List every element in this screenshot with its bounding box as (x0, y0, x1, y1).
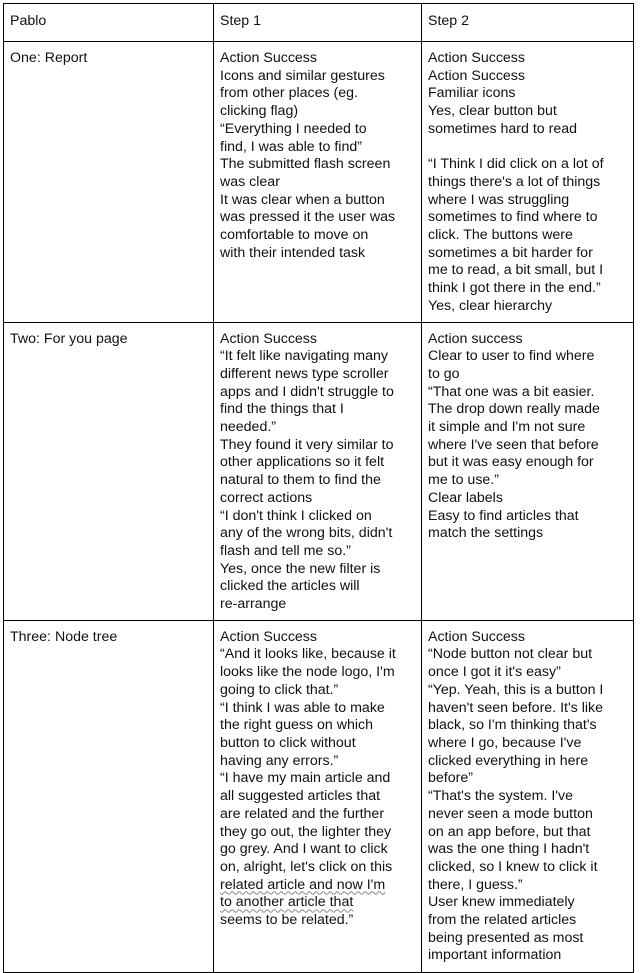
cell-line: where I was struggling (428, 191, 570, 208)
step-1-cell (214, 42, 422, 323)
cell-line: looks like the node logo, I'm (220, 664, 395, 681)
cell-line: “It felt like navigating many (220, 348, 388, 365)
cell-line: “Yep. Yeah, this is a button I (428, 681, 604, 698)
step-1-cell (214, 620, 422, 972)
cell-line: haven't seen before. It's like (428, 699, 603, 716)
cell-line: clicking flag) (220, 103, 299, 120)
cell-line: Action Success (428, 50, 525, 66)
cell-line: seems to be related.” (220, 912, 354, 929)
cell-line: match the settings (428, 525, 544, 542)
table-row-for-you-page (4, 322, 634, 620)
cell-line: click. The buttons were (428, 227, 573, 244)
cell-line: apps and I didn't struggle to (220, 383, 394, 400)
cell-line: “I Think I did click on a lot of (428, 156, 604, 173)
cell-line: Clear to user to find where (428, 348, 595, 365)
cell-line: comfortable to move on (220, 227, 369, 244)
cell-line: never seen a mode button (428, 805, 593, 822)
cell-line: Familiar icons (428, 85, 516, 102)
cell-line: any of the wrong bits, didn't (220, 525, 393, 542)
cell-line: once I got it it's easy” (428, 664, 561, 681)
cell-line: where I've seen that before (428, 436, 599, 453)
cell-line: are related and the further (220, 805, 385, 822)
usability-findings-table (3, 3, 634, 973)
cell-line: clicked, so I knew to click it (428, 858, 598, 875)
cell-line: Action Success (220, 50, 317, 66)
cell-line: was the one thing I hadn't (428, 841, 590, 858)
table-row-report (4, 42, 634, 323)
cell-line: where I go, because I've (428, 735, 582, 751)
cell-line: from other places (eg. (220, 85, 358, 102)
cell-line: Action Success (428, 628, 525, 645)
cell-line: “And it looks like, because it (220, 646, 396, 663)
cell-line: Action Success (428, 67, 525, 84)
step-2-cell (422, 620, 634, 972)
cell-line: “I think I was able to make (220, 699, 385, 716)
step-2-cell (422, 42, 634, 323)
cell-line: sometimes a bit harder for (428, 244, 593, 261)
table-row-node-tree (4, 620, 634, 972)
cell-line: find the things that I (220, 401, 344, 418)
header-row (4, 4, 634, 42)
row-label-cell: One: Report (4, 42, 214, 323)
cell-line: “I don't think I clicked on (220, 507, 372, 524)
header-cell-step-2: Step 2 (422, 4, 634, 42)
cell-line: Easy to find articles that (428, 507, 579, 524)
cell-line: other applications so it felt (220, 454, 385, 471)
cell-line: there, I guess.” (428, 876, 523, 893)
cell-line: on, alright, let's click on this (220, 858, 393, 875)
cell-line: was pressed it the user was (220, 209, 396, 226)
cell-line: with their intended task (220, 244, 366, 261)
cell-line: think I got there in the end.” (428, 280, 601, 297)
cell-line: but it was easy enough for (428, 454, 594, 471)
step-2-cell (422, 322, 634, 620)
cell-line-spellcheck-underlined: related article and now I'm (220, 876, 386, 893)
cell-line: Clear labels (428, 489, 503, 506)
cell-line: the right guess on which (220, 717, 374, 734)
cell-line: They found it very similar to (220, 436, 394, 453)
cell-line: on an app before, but that (428, 823, 591, 840)
cell-line: sometimes to find where to (428, 209, 598, 226)
cell-line: to go (428, 365, 460, 382)
cell-line: “Everything I needed to (220, 120, 367, 137)
cell-line-spellcheck-underlined: to another article that (220, 894, 354, 911)
cell-line: important information (428, 947, 562, 964)
step-1-cell (214, 322, 422, 620)
cell-line: Action Success (220, 628, 317, 645)
cell-line: correct actions (220, 489, 313, 506)
cell-line: they go out, the lighter they (220, 823, 392, 840)
cell-line: clicked everything in here (428, 752, 589, 769)
cell-line (428, 139, 627, 157)
cell-line: “That one was a bit easier. (428, 383, 595, 400)
header-cell-step-1: Step 1 (214, 4, 422, 42)
cell-line: Action success (428, 330, 523, 347)
cell-line: flash and tell me so.” (220, 542, 351, 559)
cell-line: from the related articles (428, 912, 577, 929)
cell-line: all suggested articles that (220, 788, 381, 805)
cell-line: “That's the system. I've (428, 788, 573, 805)
row-label-cell: Two: For you page (4, 322, 214, 620)
cell-line: “I have my main article and (220, 770, 391, 787)
cell-line: clicked the articles will (220, 578, 360, 595)
cell-line: Yes, clear button but (428, 103, 557, 120)
cell-line: going to click that.” (220, 681, 339, 698)
cell-line: re-arrange (220, 596, 287, 613)
cell-line: different news type scroller (220, 365, 389, 382)
cell-line: me to read, a bit small, but I (428, 262, 604, 279)
cell-line: having any errors.” (220, 752, 339, 769)
cell-line: It was clear when a button (220, 191, 385, 208)
cell-line: me to use.” (428, 472, 499, 489)
cell-line: it simple and I'm not sure (428, 419, 586, 436)
cell-line: black, so I'm thinking that's (428, 717, 597, 734)
cell-line: was clear (220, 173, 280, 190)
cell-line: sometimes hard to read (428, 120, 578, 137)
row-label-cell: Three: Node tree (4, 620, 214, 972)
cell-line: button to click without (220, 735, 356, 751)
cell-line: things there's a lot of things (428, 173, 601, 190)
cell-line: User knew immediately (428, 894, 575, 911)
cell-line: The submitted flash screen (220, 156, 391, 173)
cell-line: Yes, clear hierarchy (428, 297, 553, 314)
cell-line: Yes, once the new filter is (220, 560, 381, 577)
header-cell-participant: Pablo (4, 4, 214, 42)
cell-line: “Node button not clear but (428, 646, 593, 663)
cell-line: before” (428, 770, 473, 787)
cell-line: needed.” (220, 419, 277, 436)
cell-line: The drop down really made (428, 401, 600, 418)
cell-line: Action Success (220, 330, 317, 347)
cell-line: Icons and similar gestures (220, 67, 385, 84)
cell-line: being presented as most (428, 929, 584, 946)
cell-line: go grey. And I want to click (220, 841, 388, 858)
cell-line: find, I was able to find” (220, 138, 362, 155)
cell-line: natural to them to find the (220, 472, 381, 489)
